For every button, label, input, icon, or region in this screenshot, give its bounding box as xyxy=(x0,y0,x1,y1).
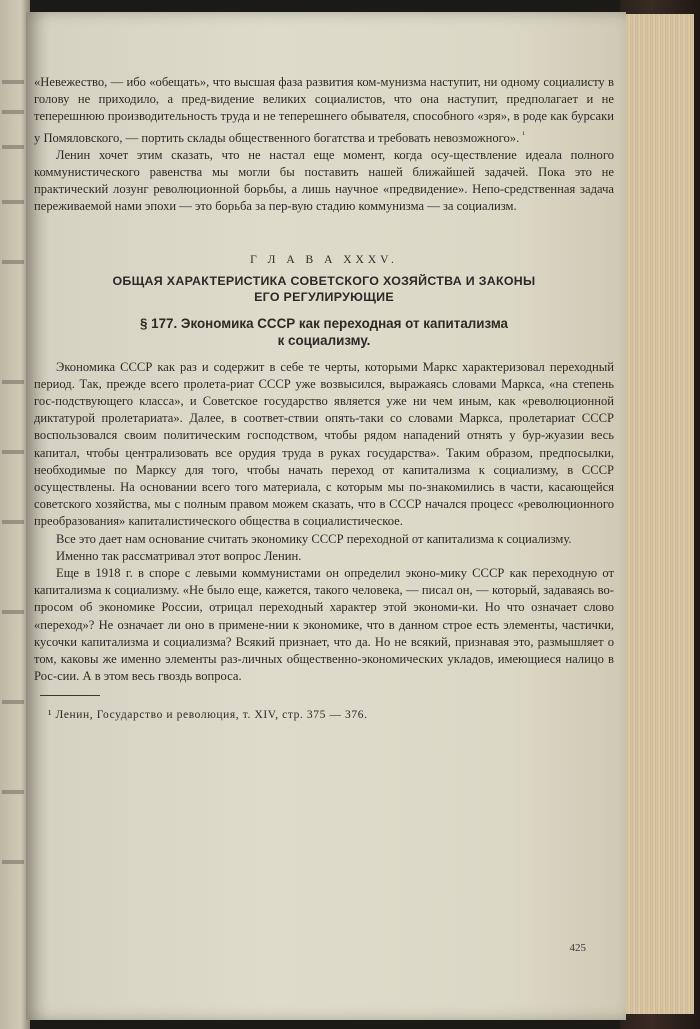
left-page-text-fragment xyxy=(2,610,24,614)
left-page-text-fragment xyxy=(2,110,24,114)
section-title xyxy=(34,315,614,349)
left-page-text-fragment xyxy=(2,260,24,264)
left-page-text-fragment xyxy=(2,700,24,704)
paragraph: Экономика СССР как раз и содержит в себе те черты, которыми Маркс характеризовал переходный период. Так, прежде всего пролета-риат СССР уже возвысился, выражаясь словами Маркса, «на степень гос-подствующего класса», и Советское государство является уже ни чем иным, как «революционной диктатурой пролетариата». Далее, в соответ-ствии опять-таки со словами Маркса, пролетариат СССР воспользовался своим политическим господством, чтобы рядом нападений отнять у бур-жуазии весь капитал, чтобы централизовать все орудия труда в руках государства». Таким образом, предпосылки, необходимые по Марксу для того, чтобы начать переход от капитализма к социализму, в СССР осуществлены. На основании всего того материала, с которым мы по-знакомились в части, касающейся советского хозяйства, мы с полным правом можем сказать, что в СССР начался процесс «революционного преобразования» капиталистического общества в социалистическое. xyxy=(34,359,614,529)
chapter-title-line: ЕГО РЕГУЛИРУЮЩИЕ xyxy=(254,289,394,304)
book-page xyxy=(26,12,626,1020)
quote-text: «Невежество, — ибо «обещать», что высшая фаза развития ком-мунизма наступит, ни одному социалисту в голову не приходило, а пред-видение великих социалистов, что она наступит, предполагает и не теперешнюю производительность труда и не теперешнего обывателя, способного «зря», в роде как бурсаки у Помяловского, — портить склады общественного богатства и требовать невозможного». xyxy=(34,75,614,145)
paragraph: Еще в 1918 г. в споре с левыми коммунистами он определил эконо-мику СССР как переходную от капитализма к социализму. «Не было еще, кажется, такого человека, — писал он, — который, задаваясь во-просом об экономике России, отрицал переходный характер этой экономи-ки. Но что означает слово «переход»? Не означает ли оно в примене-нии к экономике, что в данном строе есть элементы, частички, кусочки капитализма и социализма? Всякий признает, что да. Но не всякий, признавая это, размышляет о том, каковы же именно элементы раз-личных общественно-экономических укладов, имеющиеся налицо в Рос-сии. А в этом весь гвоздь вопроса. xyxy=(34,566,614,684)
page-number: 425 xyxy=(569,942,586,954)
page-text xyxy=(34,74,614,723)
left-page-text-fragment xyxy=(2,145,24,149)
chapter-label: Г Л А В А XXXV. xyxy=(250,253,398,266)
left-page-text-fragment xyxy=(2,790,24,794)
chapter-title-line: ОБЩАЯ ХАРАКТЕРИСТИКА СОВЕТСКОГО ХОЗЯЙСТВА И ЗАКОНЫ xyxy=(112,273,536,288)
left-page-text-fragment xyxy=(2,200,24,204)
quote-paragraph xyxy=(34,74,614,147)
section-title-line: § 177. Экономика СССР как переходная от капитализма xyxy=(139,315,509,331)
page-edges xyxy=(626,14,694,1014)
section-title-line: к социализму. xyxy=(277,332,371,348)
footnote-marker: ¹ xyxy=(522,129,525,139)
footnote-divider xyxy=(40,695,100,696)
paragraph: Все это дает нам основание считать экономику СССР переходной от капитализма к социализму. xyxy=(56,531,572,546)
left-page-text-fragment xyxy=(2,450,24,454)
left-page-text-fragment xyxy=(2,860,24,864)
left-page-text-fragment xyxy=(2,380,24,384)
chapter-title xyxy=(34,273,614,305)
paragraph: Ленин хочет этим сказать, что не настал еще момент, когда осу-ществление идеала полного коммунистического равенства мы могли бы поставить нашей ближайшей задачей. Пока это не практический лозунг революционной борьбы, а лишь научное «предвидение». Непо-средственная задача переживаемой нами эпохи — это борьба за пер-вую стадию коммунизма — за социализм. xyxy=(34,147,614,214)
footnote: ¹ Ленин, Государство и революция, т. XIV, стр. 375 — 376. xyxy=(48,709,368,722)
paragraph: Именно так рассматривал этот вопрос Ленин. xyxy=(56,548,302,563)
left-page-text-fragment xyxy=(2,80,24,84)
left-page-text-fragment xyxy=(2,520,24,524)
